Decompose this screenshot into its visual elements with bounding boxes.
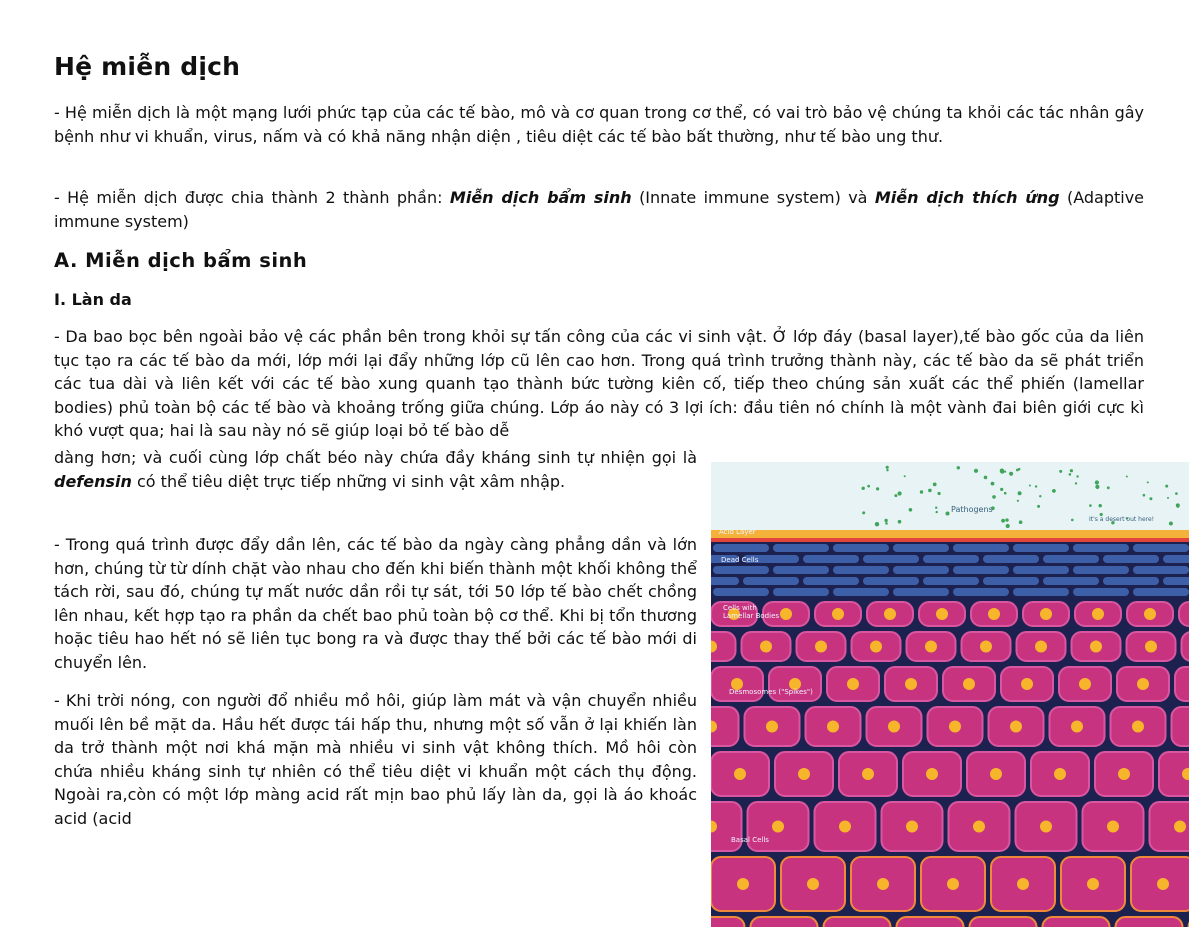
skin-paragraph-1: - Da bao bọc bên ngoài bảo vệ các phần bên trong khỏi sự tấn công của các vi sinh vật. Ở lớp đáy (basal layer),tế bào gốc của da liên tục tạo ra các tế bào da mới, lớp mới lại đẩy những lớp cũ lên cao hơn. Trong quá trình trưởng thành này, các tế bào da sẽ phát triển các tua dài và liên kết với các tế bào xung quanh tạo thành bức tường kiên cố, tiếp theo chúng sản xuất các thể phiến (lamellar bodies) phủ toàn bộ các tế bào và khoảng trống giữa chúng. Lớp áo này có 3 lợi ích: đầu tiên nó chính là một vành đai biên giới cực kì khó vượt qua; hai là sau này nó sẽ giúp loại bỏ tế bào dễ: [54, 327, 1144, 440]
cell-nucleus: [798, 768, 810, 780]
label-pathogens: Pathogens: [951, 505, 993, 514]
pathogen-dot: [1095, 485, 1099, 489]
cell-nucleus: [870, 641, 882, 653]
pathogen-dot: [1016, 469, 1019, 472]
dead-cell: [1133, 588, 1189, 596]
intro-paragraph-2: [54, 186, 1144, 233]
pathogen-dot: [1037, 505, 1040, 508]
skin-cell: [1175, 667, 1189, 701]
skin-paragraph-1-continued: [54, 446, 697, 493]
dead-cell: [1163, 555, 1189, 563]
cell-nucleus: [888, 721, 900, 733]
skin-paragraph-2: - Trong quá trình được đẩy dần lên, các tế bào da ngày càng phẳng dần và lớn hơn, chúng từ từ dính chặt vào nhau cho đến khi biến thành một khối không thể tách rời, sau đó, chúng tự mất nước dần rồi tự sát, tới 50 lớp tế bào chết chồng lên nhau, kết hợp tạo ra phần da chết bao phủ toàn bộ cơ thể. Khi bị tổn thương hoặc tiêu hao hết nó sẽ liên tục bong ra và được thay thế bởi các tế bào mới di chuyển lên.: [54, 535, 697, 672]
cell-nucleus: [949, 721, 961, 733]
pathogen-dot: [1019, 520, 1023, 524]
cell-nucleus: [1010, 721, 1022, 733]
pathogen-dot: [1069, 473, 1072, 476]
pathogen-dot: [1035, 485, 1037, 487]
pathogen-dot: [992, 495, 996, 499]
dead-cell: [893, 544, 949, 552]
cell-nucleus: [807, 878, 819, 890]
cell-nucleus: [1137, 678, 1149, 690]
pathogen-dot: [885, 522, 888, 525]
dead-cell: [1073, 566, 1129, 574]
pathogen-dot: [946, 512, 950, 516]
label-desmosomes: Desmosomes ("Spikes"): [729, 688, 813, 696]
dead-cell: [983, 555, 1039, 563]
cell-nucleus: [766, 721, 778, 733]
pathogen-dot: [1169, 522, 1173, 526]
cell-nucleus: [973, 821, 985, 833]
pathogen-dot: [1075, 482, 1077, 484]
cell-nucleus: [1092, 608, 1104, 620]
cell-nucleus: [1118, 768, 1130, 780]
dead-cell: [923, 555, 979, 563]
dead-cell: [1163, 577, 1189, 585]
skin-paragraph-3: - Khi trời nóng, con người đổ nhiều mồ hôi, giúp làm mát và vận chuyển nhiều muối lên bề mặt da. Hầu hết được tái hấp thu, nhưng một số vẫn ở lại khiến làn da trở thành một nơi khá mặn mà nhiều vi sinh vật không thích. Mồ hôi còn chứa nhiều kháng sinh tự nhiên có thể tiêu diệt vi khuẩn một cách thụ động. Ngoài ra,còn có một lớp màng acid rất mịn bao phủ lấy làn da, gọi là áo khoác acid (acid: [54, 691, 697, 828]
acid-layer-edge: [711, 538, 1189, 542]
cell-nucleus: [737, 878, 749, 890]
pathogen-dot: [1165, 485, 1168, 488]
pathogen-dot: [876, 487, 879, 490]
dead-cell: [713, 588, 769, 596]
pathogen-dot: [898, 520, 902, 524]
skin-cell: [897, 917, 964, 927]
dead-cell: [1133, 566, 1189, 574]
cell-nucleus: [734, 768, 746, 780]
dead-cell: [773, 544, 829, 552]
pathogen-dot: [1000, 469, 1004, 473]
dead-cell: [1013, 544, 1069, 552]
dead-cell: [863, 555, 919, 563]
cell-nucleus: [780, 608, 792, 620]
pathogen-dot: [1149, 497, 1152, 500]
dead-cell: [711, 577, 739, 585]
cell-nucleus: [1040, 821, 1052, 833]
cell-nucleus: [1107, 821, 1119, 833]
section-a-heading: A. Miễn dịch bẩm sinh: [54, 249, 308, 272]
label-callout: It's a desert out here!: [1089, 516, 1155, 523]
cell-nucleus: [926, 768, 938, 780]
dead-cell: [893, 566, 949, 574]
pathogen-dot: [1009, 472, 1013, 476]
page-title: Hệ miễn dịch: [54, 52, 241, 81]
pathogen-dot: [1039, 495, 1041, 497]
cell-nucleus: [963, 678, 975, 690]
dead-cell: [863, 577, 919, 585]
dead-cell: [923, 577, 979, 585]
cell-nucleus: [1017, 878, 1029, 890]
cell-nucleus: [990, 768, 1002, 780]
label-basal-cells: Basal Cells: [731, 836, 769, 844]
pathogen-dot: [1167, 497, 1169, 499]
pathogen-dot: [1175, 492, 1178, 495]
cell-nucleus: [1040, 608, 1052, 620]
skin-layers-svg: [711, 462, 1189, 927]
skin-cell: [711, 917, 745, 927]
cell-nucleus: [760, 641, 772, 653]
term-innate: Miễn dịch bẩm sinh: [449, 188, 632, 207]
pathogen-dot: [875, 522, 879, 526]
cell-nucleus: [905, 678, 917, 690]
dead-cell: [1133, 544, 1189, 552]
pathogen-dot: [1107, 486, 1110, 489]
cell-nucleus: [906, 821, 918, 833]
pathogen-dot: [938, 492, 941, 495]
cell-nucleus: [877, 878, 889, 890]
pathogen-dot: [1029, 485, 1031, 487]
pathogen-dot: [1089, 504, 1092, 507]
label-lamellar-1: Cells with: [723, 604, 757, 612]
skin-cell: [1179, 602, 1189, 626]
term-defensin: defensin: [54, 471, 132, 491]
pathogen-dot: [886, 469, 888, 471]
dead-cell: [1103, 555, 1159, 563]
pathogen-dot: [1071, 519, 1074, 522]
dead-cell: [1013, 588, 1069, 596]
cell-nucleus: [1090, 641, 1102, 653]
pathogen-dot: [1017, 500, 1019, 502]
pathogen-dot: [1059, 470, 1062, 473]
pathogen-dot: [862, 511, 865, 514]
cell-nucleus: [815, 641, 827, 653]
cell-nucleus: [862, 768, 874, 780]
cell-nucleus: [1079, 678, 1091, 690]
skin-cell: [1172, 707, 1190, 746]
skin-cell: [824, 917, 891, 927]
cell-nucleus: [1021, 678, 1033, 690]
pathogen-dot: [894, 494, 897, 497]
pathogen-dot: [920, 490, 923, 493]
label-lamellar-2: Lamellar Bodies: [723, 612, 780, 620]
dead-cell: [1043, 577, 1099, 585]
cell-nucleus: [936, 608, 948, 620]
pathogen-dot: [1004, 492, 1007, 495]
skin-cell: [1182, 632, 1190, 661]
cell-nucleus: [1087, 878, 1099, 890]
dead-cell: [953, 566, 1009, 574]
cell-nucleus: [988, 608, 1000, 620]
pathogen-dot: [867, 485, 870, 488]
intro-2-prefix: - Hệ miễn dịch được chia thành 2 thành phần:: [54, 188, 450, 207]
pathogen-dot: [898, 491, 902, 495]
dead-cell: [953, 588, 1009, 596]
dead-cell: [773, 566, 829, 574]
dead-cell: [803, 577, 859, 585]
pathogen-dot: [1006, 524, 1010, 528]
cell-nucleus: [1157, 878, 1169, 890]
intro-2-mid: (Innate immune system) và: [631, 188, 875, 207]
skin-cell: [1116, 917, 1183, 927]
pathogen-dot: [1095, 480, 1099, 484]
pathogen-dot: [1070, 469, 1073, 472]
subsection-skin-heading: I. Làn da: [54, 290, 132, 309]
pathogen-dot: [933, 483, 937, 487]
pathogen-dot: [1052, 489, 1056, 493]
cell-nucleus: [884, 608, 896, 620]
dead-cell: [953, 544, 1009, 552]
label-acid-layer: Acid Layer: [719, 528, 756, 536]
dead-cell: [893, 588, 949, 596]
intro-paragraph-1: - Hệ miễn dịch là một mạng lưới phức tạp của các tế bào, mô và cơ quan trong cơ thể, có vai trò bảo vệ chúng ta khỏi các tác nhân gây bệnh như vi khuẩn, virus, nấm và có khả năng nhận diện , tiêu diệt các tế bào bất thường, như tế bào ung thư.: [54, 103, 1144, 146]
cell-nucleus: [772, 821, 784, 833]
pathogen-dot: [1177, 506, 1179, 508]
skin-cell: [1043, 917, 1110, 927]
skin-p1-part-a: dàng hơn; và cuối cùng lớp chất béo này chứa đầy kháng sinh tự nhiện gọi là: [54, 448, 697, 467]
pathogen-dot: [974, 469, 978, 473]
term-adaptive: Miễn dịch thích ứng: [874, 188, 1060, 207]
skin-p1-part-b: có thể tiêu diệt trực tiếp những vi sinh vật xâm nhập.: [131, 471, 566, 491]
dead-cell: [743, 577, 799, 585]
cell-nucleus: [1174, 821, 1186, 833]
acid-layer-band: [711, 530, 1189, 538]
pathogen-dot: [1018, 491, 1022, 495]
pathogen-dot: [936, 511, 938, 513]
pathogen-dot: [1076, 475, 1078, 477]
cell-nucleus: [1132, 721, 1144, 733]
intro-2-suffix: (Adaptive immune system): [54, 188, 1145, 231]
cell-nucleus: [925, 641, 937, 653]
pathogen-dot: [984, 476, 988, 480]
dead-cell: [1073, 544, 1129, 552]
pathogen-dot: [862, 487, 865, 490]
label-dead-cells: Dead Cells: [721, 556, 759, 564]
dead-cell: [1043, 555, 1099, 563]
pathogen-dot: [1147, 481, 1149, 483]
skin-layers-illustration: [711, 462, 1189, 927]
cell-nucleus: [947, 878, 959, 890]
dead-cell: [833, 544, 889, 552]
living-cells: [711, 602, 1189, 927]
dead-cell: [833, 566, 889, 574]
cell-nucleus: [980, 641, 992, 653]
dead-cell: [713, 544, 769, 552]
dead-cell: [1013, 566, 1069, 574]
skin-cell: [970, 917, 1037, 927]
pathogen-dot: [935, 507, 937, 509]
pathogen-dot: [904, 475, 906, 477]
cell-nucleus: [1035, 641, 1047, 653]
pathogen-dot: [884, 519, 887, 522]
dead-cell: [803, 555, 859, 563]
pathogen-dot: [886, 466, 889, 469]
cell-nucleus: [847, 678, 859, 690]
cell-nucleus: [1054, 768, 1066, 780]
pathogen-dot: [957, 466, 960, 469]
pathogen-dot: [928, 489, 932, 493]
pathogen-dot: [1143, 494, 1146, 497]
dead-cell: [773, 588, 829, 596]
cell-nucleus: [1144, 608, 1156, 620]
cell-nucleus: [1145, 641, 1157, 653]
dead-cell: [713, 566, 769, 574]
dead-cell: [983, 577, 1039, 585]
pathogen-dot: [1000, 488, 1003, 491]
dead-cell: [1073, 588, 1129, 596]
cell-nucleus: [832, 608, 844, 620]
dead-cell: [1103, 577, 1159, 585]
skin-cell: [751, 917, 818, 927]
pathogen-dot: [1099, 504, 1102, 507]
cell-nucleus: [839, 821, 851, 833]
cell-nucleus: [1071, 721, 1083, 733]
pathogen-dot: [1126, 476, 1128, 478]
pathogen-dot: [909, 508, 913, 512]
cell-nucleus: [827, 721, 839, 733]
pathogen-dot: [1005, 518, 1008, 521]
pathogen-dot: [1001, 519, 1005, 523]
pathogen-dot: [991, 482, 995, 486]
dead-cell: [833, 588, 889, 596]
